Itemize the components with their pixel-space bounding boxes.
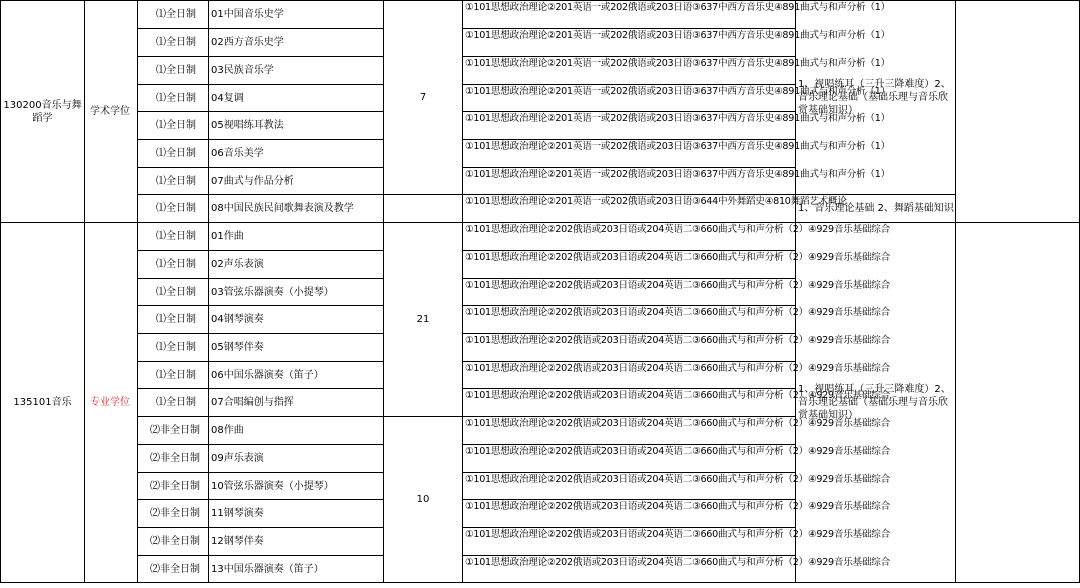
research-direction: 09声乐表演 (209, 445, 384, 473)
exam-subjects: ①101思想政治理论②202俄语或203日语或204英语二③660曲式与和声分析（2）④929音乐基础综合 (463, 473, 796, 500)
research-direction: 01作曲 (209, 223, 384, 251)
study-mode: ⑴全日制 (138, 389, 209, 417)
study-mode: ⑵非全日制 (138, 445, 209, 473)
research-direction: 07曲式与作品分析 (209, 168, 384, 195)
research-direction: 08中国民族民间歌舞表演及教学 (209, 195, 384, 223)
research-direction: 08作曲 (209, 417, 384, 445)
research-direction: 05钢琴伴奏 (209, 334, 384, 362)
study-mode: ⑵非全日制 (138, 417, 209, 445)
research-direction: 01中国音乐史学 (209, 1, 384, 29)
exam-subjects: ①101思想政治理论②201英语一或202俄语或203日语③637中西方音乐史④891曲式与和声分析（1） (463, 168, 796, 195)
exam-subjects: ①101思想政治理论②202俄语或203日语或204英语二③660曲式与和声分析（2）④929音乐基础综合 (463, 389, 796, 417)
study-mode: ⑴全日制 (138, 279, 209, 306)
exam-subjects: ①101思想政治理论②201英语一或202俄语或203日语③637中西方音乐史④891曲式与和声分析（1） (463, 29, 796, 57)
degree-label: 学术学位 (90, 106, 130, 117)
enrollment-count-empty (384, 195, 463, 223)
research-direction: 12钢琴伴奏 (209, 528, 384, 556)
study-mode: ⑴全日制 (138, 1, 209, 29)
study-mode: ⑴全日制 (138, 195, 209, 223)
enrollment-count: 10 (384, 417, 463, 583)
table-row (1, 1, 1080, 29)
research-direction: 10管弦乐器演奏（小提琴） (209, 473, 384, 500)
exam-subjects: ①101思想政治理论②202俄语或203日语或204英语二③660曲式与和声分析（2）④929音乐基础综合 (463, 279, 796, 306)
research-direction: 02声乐表演 (209, 251, 384, 279)
research-direction: 06音乐美学 (209, 140, 384, 168)
retest-subjects: 1、视唱练耳（三升三降难度）2、音乐理论基础（基础乐理与音乐欣赏基础知识） (796, 223, 956, 583)
exam-subjects: ①101思想政治理论②202俄语或203日语或204英语二③660曲式与和声分析（2）④929音乐基础综合 (463, 362, 796, 389)
research-direction: 11钢琴演奏 (209, 500, 384, 528)
exam-subjects: ①101思想政治理论②201英语一或202俄语或203日语③637中西方音乐史④891曲式与和声分析（1） (463, 85, 796, 112)
research-direction: 03管弦乐器演奏（小提琴） (209, 279, 384, 306)
study-mode: ⑴全日制 (138, 140, 209, 168)
exam-subjects: ①101思想政治理论②201英语一或202俄语或203日语③644中外舞蹈史④810舞蹈艺术概论 (463, 195, 796, 223)
research-direction: 07合唱编创与指挥 (209, 389, 384, 417)
exam-subjects: ①101思想政治理论②201英语一或202俄语或203日语③637中西方音乐史④891曲式与和声分析（1） (463, 140, 796, 168)
study-mode: ⑵非全日制 (138, 473, 209, 500)
remarks (956, 223, 1080, 583)
retest-subjects: 1、音乐理论基础 2、舞蹈基础知识 (796, 195, 956, 223)
retest-subjects: 1、视唱练耳（三升三降难度）2、音乐理论基础（基础乐理与音乐欣赏基础知识） (796, 1, 956, 195)
exam-subjects: ①101思想政治理论②202俄语或203日语或204英语二③660曲式与和声分析（2）④929音乐基础综合 (463, 528, 796, 556)
study-mode: ⑴全日制 (138, 306, 209, 334)
research-direction: 06中国乐器演奏（笛子） (209, 362, 384, 389)
exam-subjects: ①101思想政治理论②201英语一或202俄语或203日语③637中西方音乐史④891曲式与和声分析（1） (463, 1, 796, 29)
research-direction: 05视唱练耳教法 (209, 112, 384, 140)
study-mode: ⑵非全日制 (138, 556, 209, 583)
major-name: 135101音乐 (1, 223, 85, 583)
study-mode: ⑴全日制 (138, 223, 209, 251)
enrollment-count: 21 (384, 223, 463, 417)
remarks (956, 1, 1080, 223)
research-direction: 02西方音乐史学 (209, 29, 384, 57)
study-mode: ⑴全日制 (138, 57, 209, 85)
research-direction: 04复调 (209, 85, 384, 112)
exam-subjects: ①101思想政治理论②202俄语或203日语或204英语二③660曲式与和声分析（2）④929音乐基础综合 (463, 445, 796, 473)
study-mode: ⑴全日制 (138, 362, 209, 389)
research-direction: 03民族音乐学 (209, 57, 384, 85)
study-mode: ⑴全日制 (138, 29, 209, 57)
exam-subjects: ①101思想政治理论②201英语一或202俄语或203日语③637中西方音乐史④891曲式与和声分析（1） (463, 112, 796, 140)
degree-type (85, 223, 138, 583)
study-mode: ⑵非全日制 (138, 500, 209, 528)
exam-subjects: ①101思想政治理论②202俄语或203日语或204英语二③660曲式与和声分析（2）④929音乐基础综合 (463, 417, 796, 445)
study-mode: ⑴全日制 (138, 334, 209, 362)
study-mode: ⑴全日制 (138, 251, 209, 279)
degree-label: 专业学位 (90, 397, 130, 408)
research-direction: 13中国乐器演奏（笛子） (209, 556, 384, 583)
exam-subjects: ①101思想政治理论②202俄语或203日语或204英语二③660曲式与和声分析（2）④929音乐基础综合 (463, 334, 796, 362)
exam-subjects: ①101思想政治理论②202俄语或203日语或204英语二③660曲式与和声分析（2）④929音乐基础综合 (463, 223, 796, 251)
study-mode: ⑴全日制 (138, 85, 209, 112)
study-mode: ⑵非全日制 (138, 528, 209, 556)
exam-subjects: ①101思想政治理论②202俄语或203日语或204英语二③660曲式与和声分析（2）④929音乐基础综合 (463, 251, 796, 279)
study-mode: ⑴全日制 (138, 112, 209, 140)
table-row (1, 223, 1080, 251)
degree-type (85, 1, 138, 223)
exam-subjects: ①101思想政治理论②202俄语或203日语或204英语二③660曲式与和声分析（2）④929音乐基础综合 (463, 306, 796, 334)
major-name: 130200音乐与舞蹈学 (1, 1, 85, 223)
study-mode: ⑴全日制 (138, 168, 209, 195)
exam-subjects: ①101思想政治理论②202俄语或203日语或204英语二③660曲式与和声分析（2）④929音乐基础综合 (463, 556, 796, 583)
table-row (1, 195, 1080, 223)
exam-subjects: ①101思想政治理论②201英语一或202俄语或203日语③637中西方音乐史④891曲式与和声分析（1） (463, 57, 796, 85)
enrollment-count: 7 (384, 1, 463, 195)
exam-subjects: ①101思想政治理论②202俄语或203日语或204英语二③660曲式与和声分析（2）④929音乐基础综合 (463, 500, 796, 528)
research-direction: 04钢琴演奏 (209, 306, 384, 334)
